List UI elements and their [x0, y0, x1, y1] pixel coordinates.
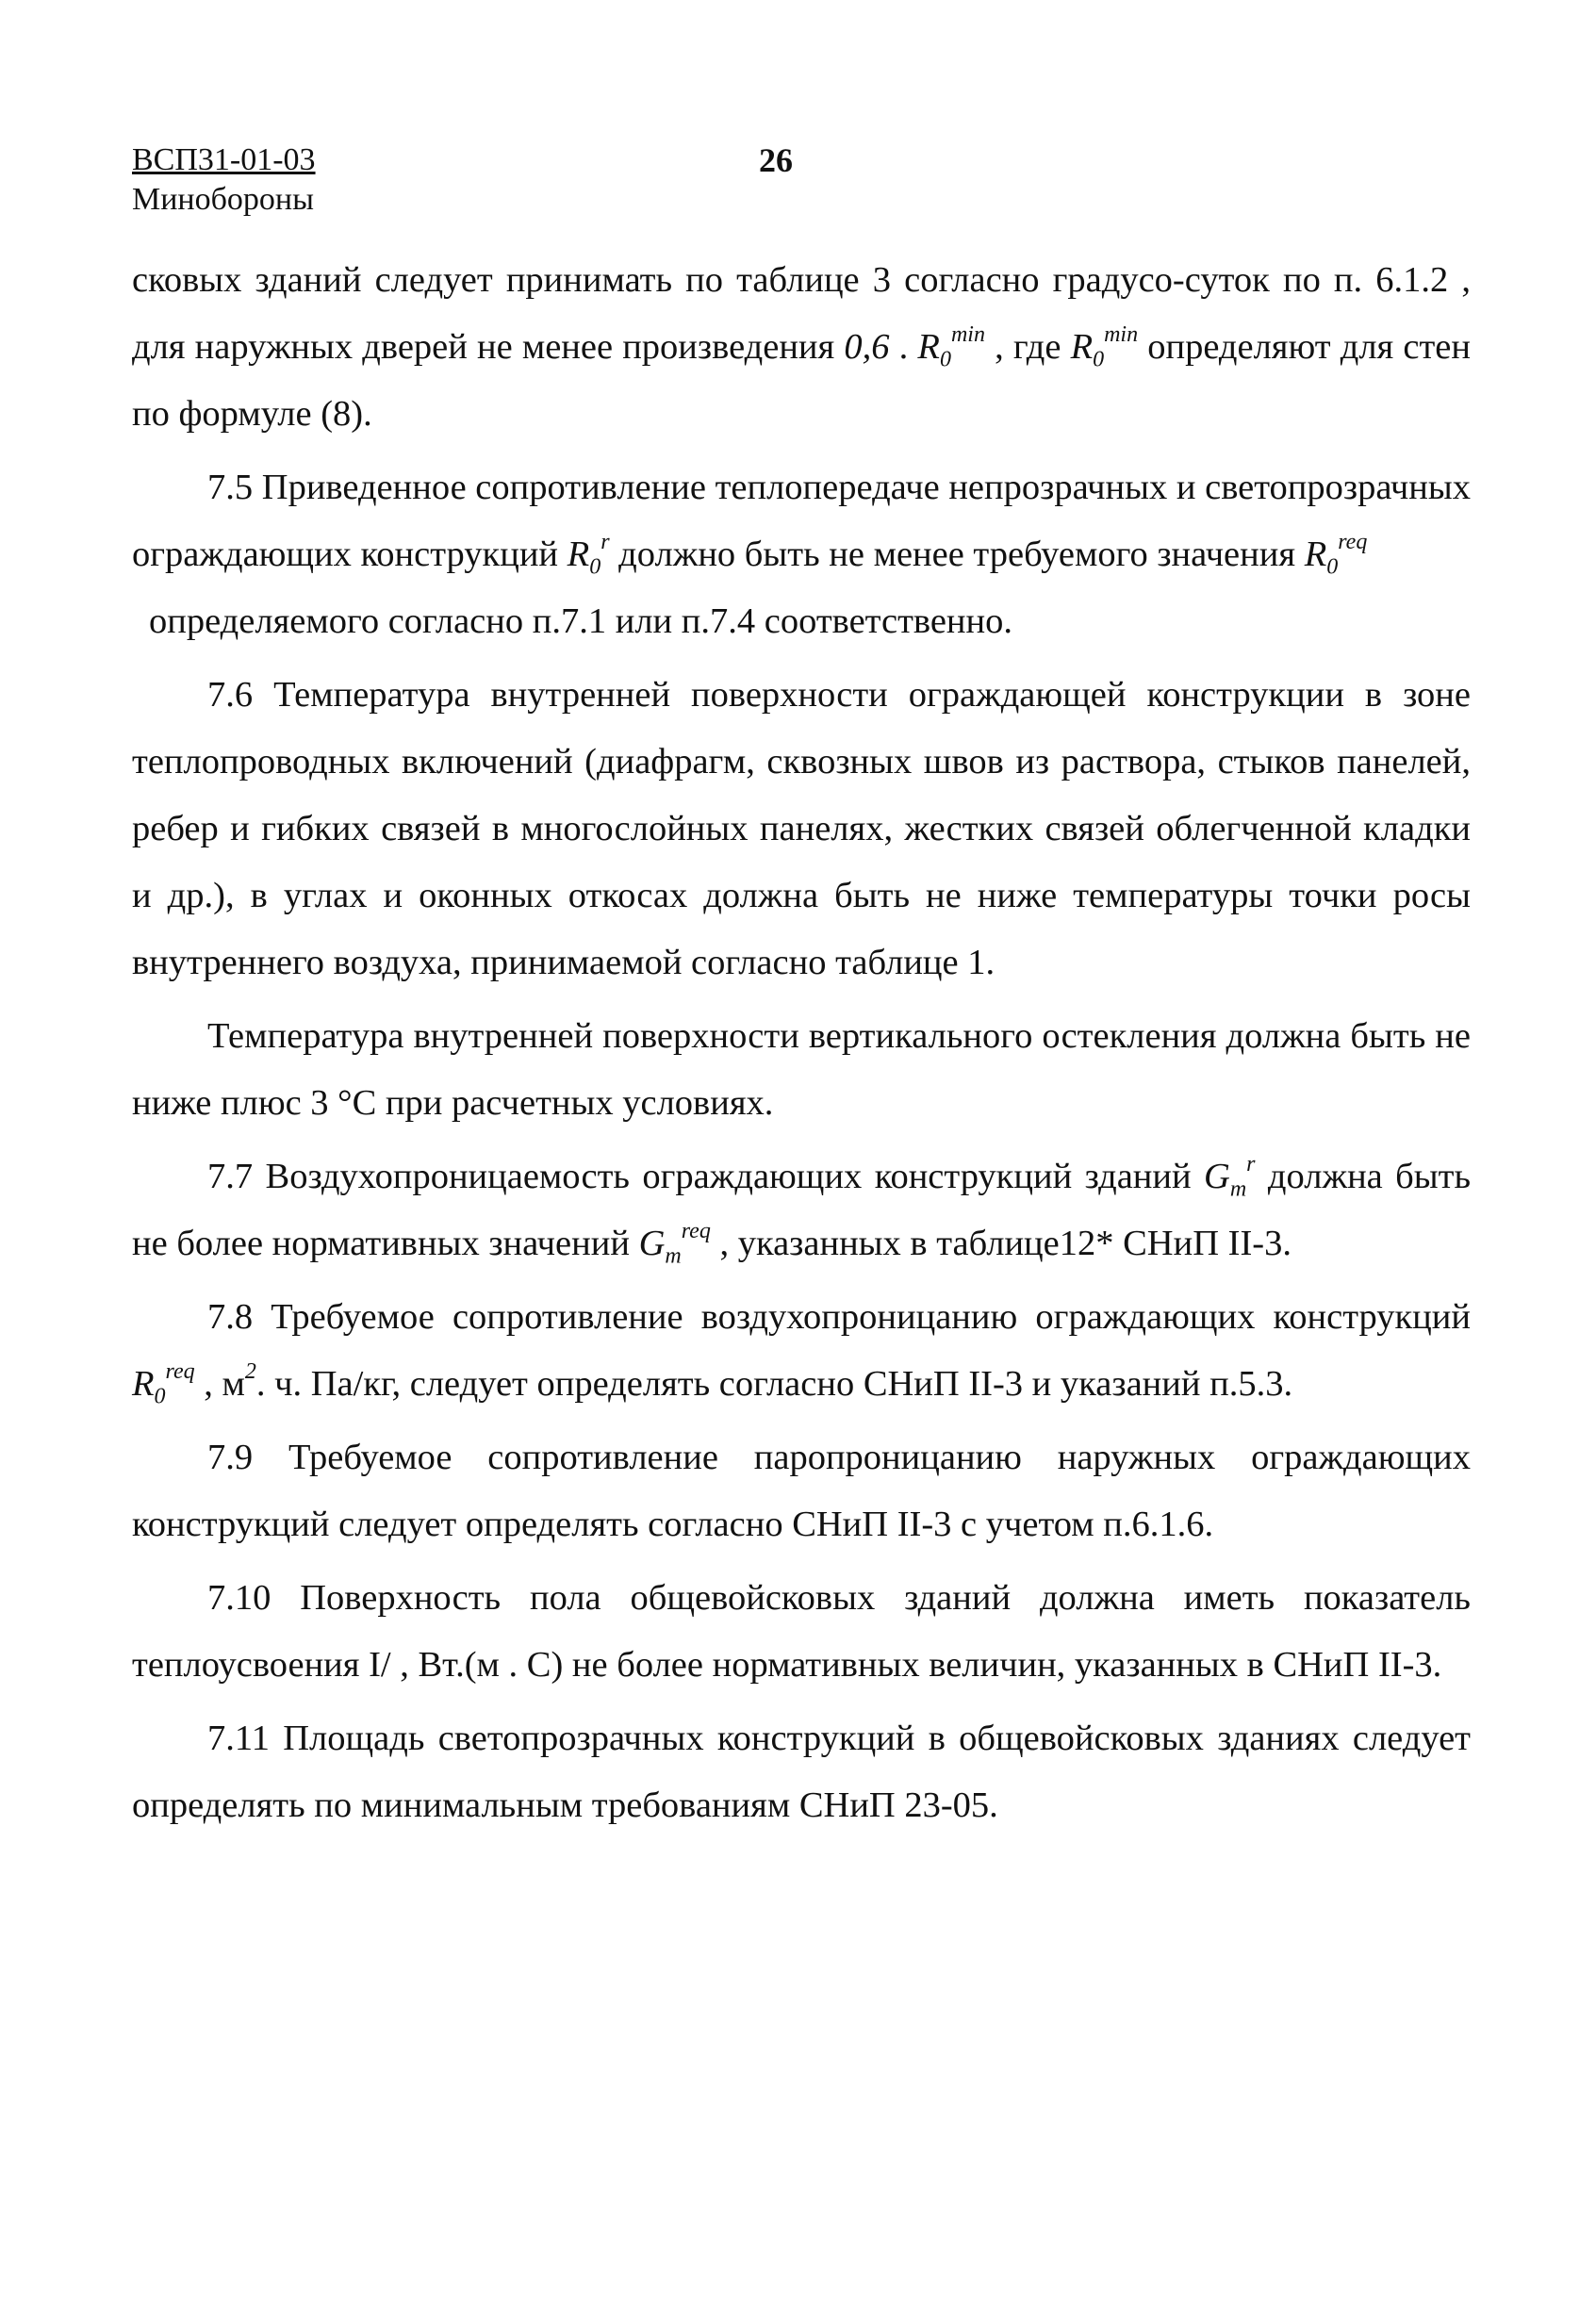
- paragraph-7-11: 7.11 Площадь светопрозрачных конструкций в общевойсковых зданиях следует определять по минимальным требованиям СНиП 23-05.: [132, 1719, 1471, 1825]
- paragraph-7-7: 7.7 Воздухопроницаемость ограждающих конструкций зданий $G_m^r$ должна быть не более нормативных значений $G_m^{req}$ , указанных в таблице12* СНиП II-3.: [132, 1152, 1471, 1269]
- paragraph-7-8: 7.8 Требуемое сопротивление воздухопроницанию ограждающих конструкций $R_0^{req}$ , $м^2$. ч. Па/кг, следует определять согласно СНиП II-3 и указаний п.5.3.: [132, 1297, 1471, 1409]
- document-body: [132, 247, 1471, 1839]
- paragraph-7-10: 7.10 Поверхность пола общевойсковых зданий должна иметь показатель теплоусвоения I/ , Вт.(м . С) не более нормативных величин, указанных в СНиП II-3.: [132, 1578, 1471, 1685]
- paragraph-continuation: сковых зданий следует принимать по таблице 3 согласно градусо-суток по п. 6.1.2 , для наружных дверей не менее произведения 0,6 . $R_0^{min}$ , где $R_0^{min}$ определяют для стен по формуле (8).: [132, 260, 1471, 434]
- paragraph-7-6-glazing: Температура внутренней поверхности вертикального остекления должна быть не ниже плюс 3 °С при расчетных условиях.: [132, 1016, 1471, 1123]
- page-number: 26: [759, 141, 793, 179]
- paragraph-7-9: 7.9 Требуемое сопротивление паропроницанию наружных ограждающих конструкций следует определять согласно СНиП II-3 с учетом п.6.1.6.: [132, 1438, 1471, 1544]
- document-code: ВСП31-01-03: [132, 142, 316, 177]
- paragraph-7-5: 7.5 Приведенное сопротивление теплопередаче непрозрачных и светопрозрачных ограждающих конструкций $R_0^r$ должно быть не менее требуемого значения $R_0^{req}$ определяемого согласно п.7.1 или п.7.4 соответственно.: [132, 468, 1471, 641]
- document-organization: Минобороны: [132, 182, 314, 217]
- paragraph-7-6: 7.6 Температура внутренней поверхности ограждающей конструкции в зоне теплопроводных включений (диафрагм, сквозных швов из раствора, стыков панелей, ребер и гибких связей в многослойных панелях, жестких связей облегченной кладки и др.), в углах и оконных откосах должна быть не ниже температуры точки росы внутреннего воздуха, принимаемой согласно таблице 1.: [132, 675, 1471, 982]
